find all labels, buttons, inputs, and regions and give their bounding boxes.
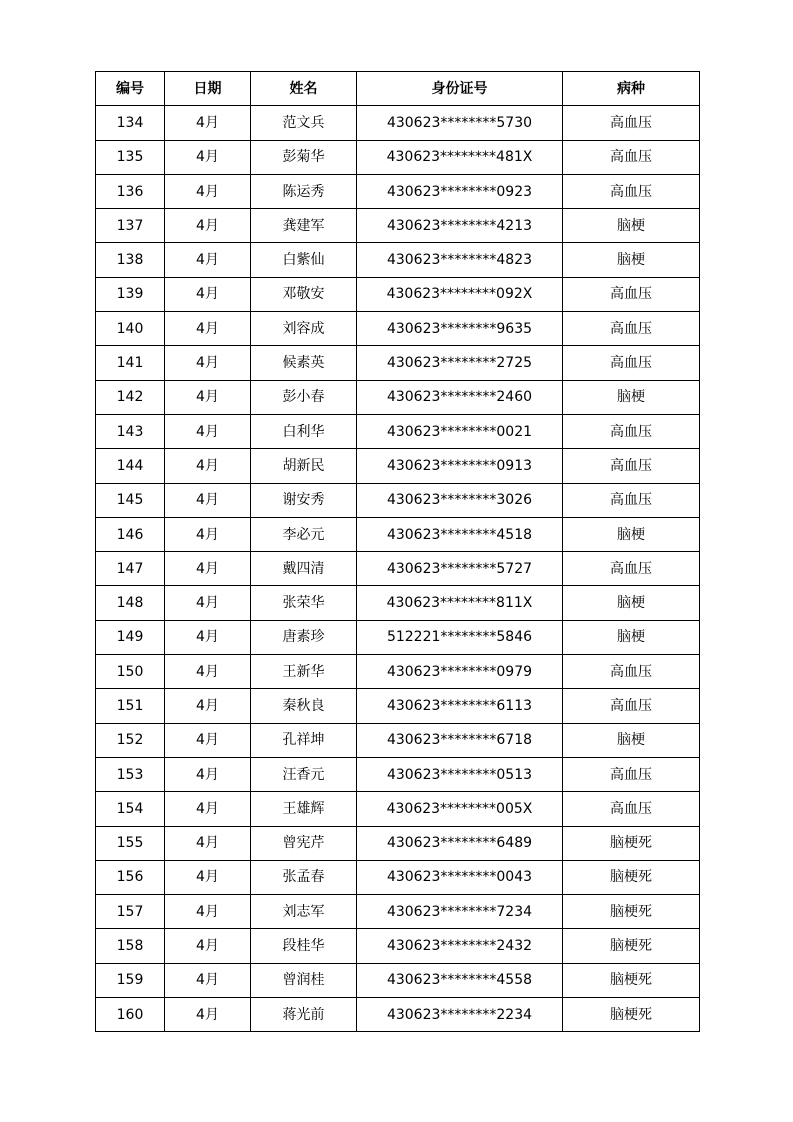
cell-date: 4月 [165, 174, 251, 208]
cell-name: 彭菊华 [251, 140, 357, 174]
cell-id-number: 430623********005X [357, 792, 563, 826]
cell-name: 白利华 [251, 414, 357, 448]
cell-id-number: 430623********6489 [357, 826, 563, 860]
cell-date: 4月 [165, 792, 251, 826]
cell-name: 王雄辉 [251, 792, 357, 826]
cell-date: 4月 [165, 380, 251, 414]
cell-name: 张孟春 [251, 860, 357, 894]
cell-number: 136 [96, 174, 165, 208]
cell-date: 4月 [165, 655, 251, 689]
table-row [96, 586, 700, 620]
cell-disease: 高血压 [563, 312, 700, 346]
header-id-number: 身份证号 [357, 72, 563, 106]
cell-date: 4月 [165, 552, 251, 586]
table-row [96, 723, 700, 757]
cell-date: 4月 [165, 414, 251, 448]
cell-id-number: 430623********2432 [357, 929, 563, 963]
table-row [96, 689, 700, 723]
cell-disease: 脑梗死 [563, 963, 700, 997]
cell-date: 4月 [165, 998, 251, 1032]
table-row [96, 414, 700, 448]
cell-id-number: 430623********0979 [357, 655, 563, 689]
cell-disease: 脑梗死 [563, 826, 700, 860]
cell-disease: 高血压 [563, 277, 700, 311]
table-row [96, 106, 700, 140]
cell-name: 白紫仙 [251, 243, 357, 277]
cell-id-number: 430623********0513 [357, 757, 563, 791]
cell-number: 148 [96, 586, 165, 620]
cell-number: 139 [96, 277, 165, 311]
cell-number: 160 [96, 998, 165, 1032]
table-body [96, 106, 700, 1032]
cell-name: 段桂华 [251, 929, 357, 963]
table-row [96, 620, 700, 654]
cell-disease: 脑梗 [563, 243, 700, 277]
cell-name: 秦秋良 [251, 689, 357, 723]
cell-disease: 高血压 [563, 757, 700, 791]
cell-id-number: 430623********9635 [357, 312, 563, 346]
table-row [96, 140, 700, 174]
cell-date: 4月 [165, 586, 251, 620]
cell-disease: 脑梗死 [563, 998, 700, 1032]
table-row [96, 655, 700, 689]
table-row [96, 209, 700, 243]
cell-disease: 脑梗死 [563, 860, 700, 894]
cell-name: 刘容成 [251, 312, 357, 346]
cell-disease: 高血压 [563, 106, 700, 140]
cell-id-number: 430623********2460 [357, 380, 563, 414]
table-row [96, 243, 700, 277]
cell-date: 4月 [165, 620, 251, 654]
patient-table [95, 71, 700, 1032]
cell-date: 4月 [165, 757, 251, 791]
cell-disease: 脑梗死 [563, 895, 700, 929]
table-row [96, 346, 700, 380]
table-row [96, 174, 700, 208]
table-row [96, 449, 700, 483]
cell-name: 谢安秀 [251, 483, 357, 517]
cell-number: 135 [96, 140, 165, 174]
cell-number: 151 [96, 689, 165, 723]
cell-name: 刘志军 [251, 895, 357, 929]
cell-date: 4月 [165, 140, 251, 174]
cell-name: 李必元 [251, 517, 357, 551]
cell-id-number: 430623********5730 [357, 106, 563, 140]
header-disease: 病种 [563, 72, 700, 106]
cell-id-number: 430623********6113 [357, 689, 563, 723]
cell-name: 胡新民 [251, 449, 357, 483]
cell-id-number: 430623********4213 [357, 209, 563, 243]
cell-number: 156 [96, 860, 165, 894]
cell-date: 4月 [165, 826, 251, 860]
cell-id-number: 430623********6718 [357, 723, 563, 757]
cell-name: 候素英 [251, 346, 357, 380]
cell-date: 4月 [165, 860, 251, 894]
cell-name: 范文兵 [251, 106, 357, 140]
cell-disease: 高血压 [563, 414, 700, 448]
header-number: 编号 [96, 72, 165, 106]
table-row [96, 998, 700, 1032]
cell-number: 155 [96, 826, 165, 860]
cell-disease: 高血压 [563, 346, 700, 380]
cell-id-number: 430623********7234 [357, 895, 563, 929]
cell-disease: 脑梗 [563, 380, 700, 414]
cell-disease: 高血压 [563, 655, 700, 689]
cell-disease: 高血压 [563, 689, 700, 723]
cell-id-number: 430623********481X [357, 140, 563, 174]
cell-date: 4月 [165, 929, 251, 963]
table-row [96, 860, 700, 894]
cell-date: 4月 [165, 483, 251, 517]
table-row [96, 277, 700, 311]
cell-name: 龚建军 [251, 209, 357, 243]
cell-number: 144 [96, 449, 165, 483]
cell-date: 4月 [165, 689, 251, 723]
cell-disease: 脑梗死 [563, 929, 700, 963]
cell-date: 4月 [165, 723, 251, 757]
cell-number: 154 [96, 792, 165, 826]
cell-number: 152 [96, 723, 165, 757]
cell-name: 张荣华 [251, 586, 357, 620]
cell-name: 曾宪芹 [251, 826, 357, 860]
cell-name: 王新华 [251, 655, 357, 689]
cell-name: 陈运秀 [251, 174, 357, 208]
table-row [96, 483, 700, 517]
cell-id-number: 430623********0913 [357, 449, 563, 483]
cell-number: 137 [96, 209, 165, 243]
cell-disease: 脑梗 [563, 723, 700, 757]
cell-id-number: 430623********2725 [357, 346, 563, 380]
cell-disease: 高血压 [563, 483, 700, 517]
header-name: 姓名 [251, 72, 357, 106]
cell-name: 戴四清 [251, 552, 357, 586]
cell-name: 彭小春 [251, 380, 357, 414]
cell-number: 140 [96, 312, 165, 346]
table-row [96, 826, 700, 860]
cell-disease: 高血压 [563, 140, 700, 174]
cell-disease: 高血压 [563, 552, 700, 586]
cell-id-number: 430623********4823 [357, 243, 563, 277]
cell-number: 159 [96, 963, 165, 997]
cell-id-number: 430623********0923 [357, 174, 563, 208]
cell-disease: 脑梗 [563, 517, 700, 551]
table-row [96, 517, 700, 551]
cell-name: 曾润桂 [251, 963, 357, 997]
cell-number: 150 [96, 655, 165, 689]
cell-date: 4月 [165, 209, 251, 243]
cell-date: 4月 [165, 963, 251, 997]
header-row [96, 72, 700, 106]
cell-number: 147 [96, 552, 165, 586]
cell-date: 4月 [165, 243, 251, 277]
header-date: 日期 [165, 72, 251, 106]
cell-id-number: 430623********4558 [357, 963, 563, 997]
cell-date: 4月 [165, 106, 251, 140]
table-row [96, 312, 700, 346]
table-row [96, 929, 700, 963]
cell-id-number: 430623********092X [357, 277, 563, 311]
table-row [96, 792, 700, 826]
cell-number: 134 [96, 106, 165, 140]
cell-disease: 高血压 [563, 174, 700, 208]
cell-id-number: 430623********3026 [357, 483, 563, 517]
cell-number: 143 [96, 414, 165, 448]
cell-date: 4月 [165, 449, 251, 483]
table-row [96, 895, 700, 929]
cell-id-number: 430623********811X [357, 586, 563, 620]
cell-number: 153 [96, 757, 165, 791]
cell-name: 蒋光前 [251, 998, 357, 1032]
cell-disease: 高血压 [563, 792, 700, 826]
cell-date: 4月 [165, 346, 251, 380]
cell-number: 142 [96, 380, 165, 414]
cell-id-number: 430623********5727 [357, 552, 563, 586]
cell-number: 158 [96, 929, 165, 963]
cell-date: 4月 [165, 517, 251, 551]
cell-disease: 脑梗 [563, 620, 700, 654]
cell-id-number: 430623********0043 [357, 860, 563, 894]
cell-number: 141 [96, 346, 165, 380]
cell-date: 4月 [165, 277, 251, 311]
cell-disease: 脑梗 [563, 586, 700, 620]
cell-number: 149 [96, 620, 165, 654]
cell-disease: 高血压 [563, 449, 700, 483]
cell-number: 157 [96, 895, 165, 929]
cell-id-number: 430623********2234 [357, 998, 563, 1032]
cell-date: 4月 [165, 312, 251, 346]
cell-number: 145 [96, 483, 165, 517]
table-row [96, 757, 700, 791]
cell-name: 汪香元 [251, 757, 357, 791]
cell-id-number: 430623********0021 [357, 414, 563, 448]
cell-name: 邓敬安 [251, 277, 357, 311]
table-row [96, 552, 700, 586]
cell-disease: 脑梗 [563, 209, 700, 243]
table-row [96, 380, 700, 414]
table-row [96, 963, 700, 997]
cell-number: 138 [96, 243, 165, 277]
cell-number: 146 [96, 517, 165, 551]
cell-id-number: 512221********5846 [357, 620, 563, 654]
cell-id-number: 430623********4518 [357, 517, 563, 551]
cell-name: 孔祥坤 [251, 723, 357, 757]
cell-date: 4月 [165, 895, 251, 929]
cell-name: 唐素珍 [251, 620, 357, 654]
